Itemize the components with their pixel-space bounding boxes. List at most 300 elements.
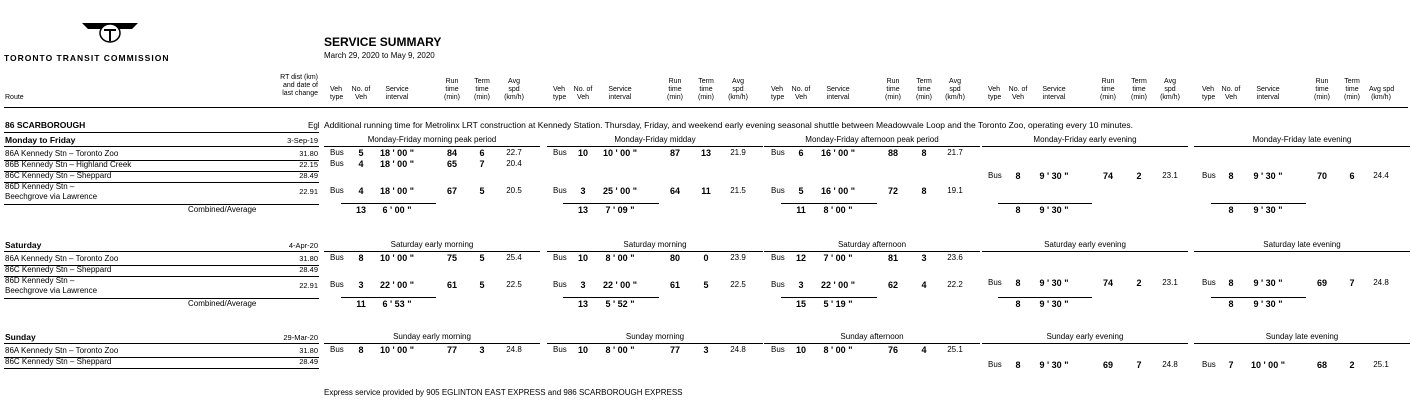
total-interval-cell: 6 ' 53 " [382,299,412,309]
veh-count-cell: 3 [358,280,364,290]
period-title: Saturday afternoon [837,240,907,249]
veh-type-header-line: type [771,94,785,101]
totals-rule [341,203,436,204]
run-time-header-line: Run [668,78,682,85]
veh-type-header-line: Veh [771,86,784,93]
interval-header-line: Service [1256,86,1280,93]
run-time-header-line: (min) [1100,94,1116,101]
branch-distance: 22.15 [299,160,318,169]
interval-header-line: interval [385,94,409,101]
period-title: Monday-Friday early evening [1033,135,1137,144]
avg-speed-header-line: Avg [732,78,744,85]
avg-speed-cell: 22.5 [506,280,522,289]
section-name: Sunday [5,332,36,342]
term-time-cell: 0 [703,253,709,263]
run-time-cell: 61 [669,280,680,290]
avg-speed-cell: 24.8 [1373,278,1389,287]
section-name: Monday to Friday [5,135,76,145]
interval-cell: 18 ' 00 " [380,148,414,158]
term-time-cell: 8 [921,186,927,196]
run-time-header [440,78,464,102]
run-time-cell: 81 [887,253,898,263]
totals-rule [998,297,1092,298]
branch-distance: 31.80 [299,254,318,263]
period-rule [547,146,763,147]
veh-type-cell: Bus [771,148,785,157]
rt-col-line3: last change [282,90,318,97]
interval-cell: 10 ' 00 " [1251,360,1285,370]
section-date: 29-Mar-20 [283,333,318,342]
avg-speed-cell: 22.5 [730,280,746,289]
period-title: Saturday early morning [390,240,474,249]
run-time-header-line: (min) [444,94,460,101]
interval-cell: 9 ' 30 " [1039,278,1069,288]
branch-name: 86D Kennedy Stn – [5,182,75,191]
period-title: Sunday morning [625,332,685,341]
run-time-header-line: time [1315,86,1329,93]
avg-speed-cell: 25.4 [506,253,522,262]
run-time-cell: 76 [887,345,898,355]
branch-name: 86C Kennedy Stn – Sheppard [5,171,112,180]
period-rule [982,251,1188,252]
interval-header-line: interval [608,94,632,101]
veh-type-cell: Bus [553,345,567,354]
period-rule [547,251,763,252]
veh-type-cell: Bus [1202,278,1216,287]
total-veh-cell: 8 [1228,205,1234,215]
period-rule [324,146,540,147]
section-rule [4,146,319,147]
veh-type-cell: Bus [330,186,344,195]
veh-count-cell: 8 [1015,360,1021,370]
interval-cell: 8 ' 00 " [605,253,635,263]
branch-name: 86C Kennedy Stn – Sheppard [5,357,112,366]
branch-distance: 31.80 [299,149,318,158]
term-time-cell: 4 [921,280,927,290]
avg-speed-cell: 23.6 [947,253,963,262]
branch-name-line2: Beechgrove via Lawrence [5,286,98,295]
avg-speed-header-line: (km/h) [1371,94,1391,101]
combined-label: Combined/Average [188,299,257,308]
avg-speed-cell: 25.1 [1373,360,1389,369]
avg-speed-cell: 20.4 [506,159,522,168]
term-time-cell: 5 [479,253,485,263]
interval-header-line: Service [1042,86,1066,93]
run-time-header [1310,78,1334,102]
run-time-cell: 70 [1316,170,1327,181]
term-time-header [694,78,718,102]
run-time-header-line: (min) [1314,94,1330,101]
interval-cell: 9 ' 30 " [1039,360,1069,370]
interval-cell: 10 ' 00 " [603,148,637,158]
branch-name-line2: Beechgrove via Lawrence [5,192,98,201]
branch-name: 86A Kennedy Stn – Toronto Zoo [5,254,119,263]
org-name: TORONTO TRANSIT COMMISSION [4,53,170,63]
no-veh-header-line: Veh [1011,94,1025,101]
avg-speed-header-line: Avg spd [1369,86,1395,93]
interval-header [598,86,642,102]
totals-rule [1211,203,1306,204]
interval-cell: 18 ' 00 " [380,159,414,169]
interval-cell: 10 ' 00 " [380,345,414,355]
interval-cell: 18 ' 00 " [380,186,414,196]
period-rule [982,343,1188,344]
total-interval-cell: 9 ' 30 " [1039,299,1069,309]
run-time-cell: 74 [1102,278,1113,288]
run-time-header-line: Run [886,78,900,85]
no-veh-header-line: Veh [1224,94,1238,101]
branch-name: 86A Kennedy Stn – Toronto Zoo [5,346,119,355]
branch-rule [4,298,319,299]
run-time-cell: 77 [446,345,457,355]
branch-distance: 28.49 [299,357,318,366]
run-time-cell: 80 [669,253,680,263]
run-time-header-line: Run [445,78,459,85]
period-rule [764,343,980,344]
term-time-cell: 7 [1136,360,1142,370]
section-name: Saturday [5,240,42,250]
run-time-header [881,78,905,102]
no-veh-header-line: No. of [351,86,371,93]
period-rule [324,343,540,344]
branch-distance: 22.91 [299,187,318,196]
total-interval-cell: 7 ' 09 " [605,205,635,215]
avg-speed-cell: 23.9 [730,253,746,262]
avg-speed-cell: 22.7 [506,148,522,157]
veh-type-cell: Bus [330,159,344,168]
total-veh-cell: 15 [795,299,806,309]
branch-name: 86C Kennedy Stn – Sheppard [5,265,112,274]
veh-type-cell: Bus [1202,360,1216,369]
interval-header [816,86,860,102]
total-veh-cell: 8 [1015,299,1021,309]
run-time-header [663,78,687,102]
no-veh-header-line: No. of [1221,86,1241,93]
avg-speed-header-line: spd [732,86,744,93]
term-time-header-line: time [917,86,931,93]
interval-cell: 22 ' 00 " [821,280,855,290]
term-time-cell: 5 [479,280,485,290]
veh-count-cell: 3 [580,186,586,196]
avg-speed-cell: 24.8 [730,345,746,354]
veh-type-header [1202,86,1218,102]
period-rule [764,251,980,252]
period-title: Monday-Friday morning peak period [367,135,497,144]
veh-count-cell: 8 [358,253,364,263]
interval-cell: 22 ' 00 " [603,280,637,290]
term-time-cell: 8 [921,148,927,158]
interval-cell: 16 ' 00 " [821,186,855,196]
period-title: Sunday afternoon [840,332,904,341]
term-time-header [1340,78,1364,102]
avg-speed-header-line: spd [508,86,520,93]
interval-header-line: interval [1042,94,1066,101]
interval-header [375,86,419,102]
total-interval-cell: 9 ' 30 " [1253,205,1283,215]
term-time-header-line: time [699,86,713,93]
total-veh-cell: 13 [355,205,366,215]
avg-speed-cell: 21.9 [730,148,746,157]
term-time-cell: 5 [703,280,709,290]
veh-type-cell: Bus [330,280,344,289]
avg-speed-header-line: Avg [949,78,961,85]
veh-type-cell: Bus [553,253,567,262]
interval-cell: 10 ' 00 " [380,253,414,263]
veh-count-cell: 3 [580,280,586,290]
interval-cell: 9 ' 30 " [1253,278,1283,288]
run-time-cell: 75 [446,253,457,263]
run-time-cell: 88 [887,148,898,158]
run-time-cell: 77 [669,345,680,355]
veh-type-header-line: type [553,94,567,101]
interval-cell: 9 ' 30 " [1253,170,1283,181]
period-rule [1194,146,1410,147]
total-interval-cell: 5 ' 19 " [823,299,853,309]
avg-speed-header-line: Avg [1164,78,1176,85]
veh-count-cell: 4 [358,186,364,196]
term-time-cell: 13 [700,148,711,158]
veh-type-cell: Bus [771,186,785,195]
veh-type-header [988,86,1004,102]
interval-header-line: interval [1256,94,1280,101]
no-veh-header-line: Veh [794,94,808,101]
branch-distance: 28.49 [299,171,318,180]
term-time-header-line: Term [474,78,490,85]
period-title: Saturday morning [623,240,687,249]
totals-rule [781,203,877,204]
no-veh-header [571,86,595,102]
branch-name: 86A Kennedy Stn – Toronto Zoo [5,149,119,158]
veh-type-cell: Bus [988,278,1002,287]
interval-cell: 8 ' 00 " [605,345,635,355]
interval-header-line: Service [826,86,850,93]
avg-speed-header-line: (km/h) [504,94,524,101]
avg-speed-header [1369,86,1393,102]
veh-type-cell: Bus [1202,170,1216,180]
interval-header-line: Service [385,86,409,93]
term-time-header-line: (min) [1344,94,1360,101]
route-note: Additional running time for Metrolinx LRT construction at Kennedy Station. Thursday, Friday, and weekend early evening seasonal shuttle between Meadowvale Loop and the Toronto Zoo, operating every 10 minutes. [324,120,1133,130]
total-interval-cell: 8 ' 00 " [823,205,853,215]
totals-rule [563,297,659,298]
veh-type-cell: Bus [330,148,344,157]
interval-header-line: interval [826,94,850,101]
run-time-cell: 61 [446,280,457,290]
interval-cell: 25 ' 00 " [603,186,637,196]
no-veh-header-line: No. of [573,86,593,93]
run-time-header-line: Run [1101,78,1115,85]
veh-count-cell: 10 [577,345,588,355]
term-time-header [912,78,936,102]
combined-label: Combined/Average [188,205,257,214]
period-title: Sunday early morning [393,332,471,341]
run-time-header-line: (min) [667,94,683,101]
avg-speed-header-line: (km/h) [728,94,748,101]
veh-count-cell: 10 [577,148,588,158]
term-time-cell: 3 [479,345,485,355]
run-time-cell: 69 [1102,360,1113,370]
period-rule [324,251,540,252]
veh-count-cell: 10 [795,345,806,355]
section-rule [4,343,319,344]
branch-distance: 22.91 [299,281,318,290]
run-time-header [1096,78,1120,102]
interval-header [1032,86,1076,102]
avg-speed-cell: 22.2 [947,280,963,289]
route-col-header: Route [5,94,24,101]
page-title: SERVICE SUMMARY [324,35,442,49]
term-time-header-line: time [475,86,489,93]
period-rule [547,343,763,344]
veh-type-cell: Bus [771,345,785,354]
avg-speed-cell: 25.1 [947,345,963,354]
date-range: March 29, 2020 to May 9, 2020 [324,51,435,60]
interval-cell: 9 ' 30 " [1039,170,1069,181]
avg-speed-header [943,78,967,102]
period-title: Saturday early evening [1044,240,1126,249]
term-time-cell: 4 [921,345,927,355]
period-rule [982,146,1188,147]
section-date: 4-Apr-20 [288,241,318,250]
veh-type-header-line: Veh [330,86,343,93]
interval-cell: 16 ' 00 " [821,148,855,158]
avg-speed-cell: 23.1 [1162,278,1178,287]
run-time-cell: 62 [887,280,898,290]
avg-speed-header-line: (km/h) [945,94,965,101]
avg-speed-cell: 24.8 [506,345,522,354]
term-time-cell: 3 [703,345,709,355]
run-time-header-line: (min) [885,94,901,101]
period-rule [764,146,980,147]
no-veh-header [1006,86,1030,102]
term-time-header-line: Term [916,78,932,85]
veh-type-header [771,86,787,102]
veh-count-cell: 12 [795,253,806,263]
term-time-header-line: Term [1344,78,1360,85]
no-veh-header [349,86,373,102]
term-time-cell: 2 [1136,278,1142,288]
run-time-header-line: Run [1315,78,1329,85]
veh-count-cell: 7 [1228,360,1234,370]
totals-rule [998,203,1092,204]
total-veh-cell: 8 [1015,205,1021,215]
term-time-header [470,78,494,102]
veh-count-cell: 8 [1015,278,1021,288]
period-title: Monday-Friday afternoon peak period [805,135,939,144]
avg-speed-header [1158,78,1182,102]
veh-type-cell: Bus [553,280,567,289]
rt-col-line2: and date of [282,82,318,89]
period-title: Saturday late evening [1263,240,1341,249]
term-time-cell: 6 [1349,170,1355,181]
note-prefix: Egl [308,121,320,130]
veh-type-cell: Bus [330,345,344,354]
term-time-cell: 7 [479,159,485,169]
veh-count-cell: 6 [798,148,804,158]
totals-rule [1211,297,1306,298]
interval-cell: 22 ' 00 " [380,280,414,290]
term-time-header-line: (min) [698,94,714,101]
veh-count-cell: 8 [358,345,364,355]
veh-type-cell: Bus [330,253,344,262]
veh-count-cell: 8 [1228,278,1234,288]
term-time-cell: 5 [479,186,485,196]
veh-count-cell: 8 [1015,170,1021,181]
term-time-cell: 6 [479,148,485,158]
run-time-cell: 69 [1316,278,1327,288]
run-time-cell: 87 [669,148,680,158]
veh-count-cell: 3 [798,280,804,290]
route-name: 86 SCARBOROUGH [5,120,86,130]
veh-type-cell: Bus [988,170,1002,180]
run-time-cell: 72 [887,186,898,196]
ttc-logo-icon [82,21,138,43]
run-time-cell: 74 [1102,170,1113,181]
run-time-cell: 84 [446,148,457,158]
avg-speed-cell: 24.8 [1162,360,1178,369]
no-veh-header-line: Veh [576,94,590,101]
branch-distance: 28.49 [299,265,318,274]
period-title: Sunday late evening [1265,332,1339,341]
totals-rule [341,297,436,298]
branch-rule [4,204,319,205]
veh-count-cell: 10 [577,253,588,263]
veh-type-header [330,86,346,102]
total-veh-cell: 8 [1228,299,1234,309]
run-time-header-line: time [1101,86,1115,93]
term-time-cell: 2 [1136,170,1142,181]
avg-speed-cell: 20.5 [506,186,522,195]
totals-rule [563,203,659,204]
interval-header-line: Service [608,86,632,93]
avg-speed-cell: 23.1 [1162,170,1178,180]
term-time-header-line: (min) [474,94,490,101]
totals-rule [781,297,877,298]
avg-speed-cell: 21.7 [947,148,963,157]
veh-type-cell: Bus [771,253,785,262]
term-time-header-line: (min) [916,94,932,101]
avg-speed-header-line: (km/h) [1160,94,1180,101]
footer-note: Express service provided by 905 EGLINTON EAST EXPRESS and 986 SCARBOROUGH EXPRESS [324,388,683,397]
avg-speed-cell: 21.5 [730,186,746,195]
veh-type-cell: Bus [771,280,785,289]
avg-speed-header-line: spd [949,86,961,93]
total-veh-cell: 11 [796,205,806,215]
total-interval-cell: 9 ' 30 " [1253,299,1283,309]
term-time-header-line: time [1132,86,1146,93]
period-rule [1194,251,1410,252]
term-time-cell: 2 [1349,360,1355,370]
no-veh-header [1219,86,1243,102]
avg-speed-header [502,78,526,102]
total-interval-cell: 5 ' 52 " [605,299,635,309]
term-time-header [1127,78,1151,102]
no-veh-header [789,86,813,102]
period-rule [1194,343,1410,344]
term-time-header-line: (min) [1131,94,1147,101]
run-time-header-line: time [886,86,900,93]
veh-count-cell: 5 [358,148,364,158]
run-time-cell: 68 [1316,360,1327,370]
section-rule [4,251,319,252]
rt-col-header [262,74,318,98]
veh-type-header [553,86,569,102]
veh-type-header-line: Veh [1202,86,1215,93]
veh-count-cell: 8 [1228,170,1234,181]
run-time-cell: 64 [669,186,680,196]
total-interval-cell: 9 ' 30 " [1039,205,1069,215]
veh-type-cell: Bus [553,148,567,157]
